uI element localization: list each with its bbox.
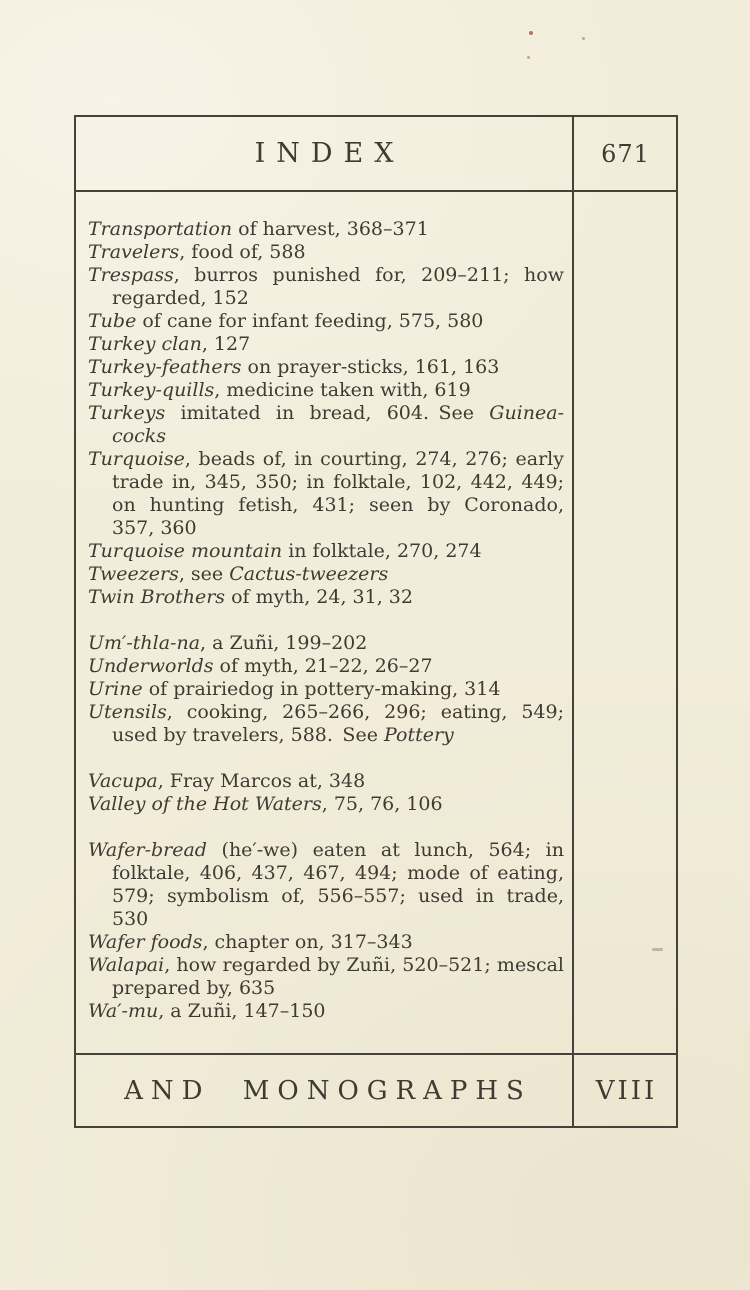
entry-text: in folktale, 270, 274	[282, 540, 482, 562]
entry-text: , Fray Marcos at, 348	[157, 770, 366, 792]
entry-headword: Utensils	[88, 701, 167, 723]
entry-headword: Urine	[88, 678, 143, 700]
entry-headword: Walapai	[88, 954, 165, 976]
entry-text: , cooking, 265–266, 296; eating, 549; used by travelers, 588. See	[112, 701, 564, 746]
index-entry	[88, 839, 564, 931]
index-section-V	[88, 770, 564, 816]
entry-text: of myth, 24, 31, 32	[225, 586, 413, 608]
entry-headword: Turkeys	[88, 402, 166, 424]
index-entry	[88, 448, 564, 540]
page-frame	[74, 115, 678, 1128]
index-entry	[88, 678, 564, 701]
entry-headword: Um′-thla-na	[88, 632, 201, 654]
index-entry	[88, 356, 564, 379]
page-title: INDEX	[254, 138, 405, 169]
index-entry	[88, 241, 564, 264]
index-entry	[88, 701, 564, 747]
page-number: 671	[601, 139, 650, 168]
index-entry	[88, 931, 564, 954]
entry-headword: Transportation	[88, 218, 233, 240]
entry-text: , burros punished for, 209–211; how regarded, 152	[112, 264, 564, 309]
index-entry	[88, 954, 564, 1000]
header-pagenum-cell	[572, 117, 676, 192]
entry-headword: Turkey-quills	[88, 379, 215, 401]
paper-speck	[582, 37, 585, 40]
index-entry	[88, 264, 564, 310]
entry-headword: Twin Brothers	[88, 586, 226, 608]
entry-headword: Underworlds	[88, 655, 214, 677]
entry-headword: Wafer-bread	[88, 839, 207, 861]
index-entry	[88, 655, 564, 678]
index-section-U	[88, 632, 564, 747]
index-entry	[88, 1000, 564, 1023]
stray-pencil-mark	[652, 948, 663, 951]
entry-text: , medicine taken with, 619	[214, 379, 471, 401]
index-entries	[76, 192, 572, 1053]
volume-number: VIII	[595, 1075, 658, 1106]
entry-headword: Valley of the Hot Waters	[88, 793, 322, 815]
index-section-T	[88, 218, 564, 609]
index-entry	[88, 793, 564, 816]
entry-text: on prayer-sticks, 161, 163	[241, 356, 500, 378]
entry-text: , 75, 76, 106	[321, 793, 443, 815]
index-entry	[88, 310, 564, 333]
entry-headword: Wafer foods	[88, 931, 203, 953]
index-entry	[88, 402, 564, 448]
entry-headword: Guinea-cocks	[112, 402, 564, 447]
index-entry	[88, 540, 564, 563]
entry-headword: Turquoise mountain	[88, 540, 283, 562]
entry-headword: Tweezers	[88, 563, 179, 585]
index-entry	[88, 333, 564, 356]
entry-headword: Vacupa	[88, 770, 158, 792]
entry-headword: Cactus-tweezers	[229, 563, 389, 585]
entry-text: , chapter on, 317–343	[202, 931, 413, 953]
paper-speck	[527, 56, 530, 59]
index-entry	[88, 379, 564, 402]
entry-headword: Turquoise	[88, 448, 185, 470]
index-section-W	[88, 839, 564, 1023]
entry-text: , a Zuñi, 147–150	[158, 1000, 326, 1022]
paper-speck-red	[529, 31, 533, 35]
entry-headword: Wa′-mu	[88, 1000, 159, 1022]
index-entry	[88, 632, 564, 655]
entry-headword: Pottery	[383, 724, 454, 746]
entry-headword: Tube	[88, 310, 137, 332]
margin-column	[572, 192, 676, 1053]
entry-text: imitated in bread, 604. See	[165, 402, 490, 424]
entry-text: , food of, 588	[179, 241, 306, 263]
entry-text: of myth, 21–22, 26–27	[213, 655, 433, 677]
entry-text: of prairiedog in pottery-making, 314	[142, 678, 501, 700]
entry-text: of cane for infant feeding, 575, 580	[136, 310, 484, 332]
index-entry	[88, 770, 564, 793]
entry-headword: Turkey-feathers	[88, 356, 242, 378]
index-entry	[88, 586, 564, 609]
entry-text: of harvest, 368–371	[232, 218, 429, 240]
index-entry	[88, 563, 564, 586]
entry-text: , how regarded by Zuñi, 520–521; mescal prepared by, 635	[112, 954, 564, 999]
entry-text: , see	[178, 563, 230, 585]
entry-text: (he′-we) eaten at lunch, 564; in folktale, 406, 437, 467, 494; mode of eating, 579; symbolism of, 556–557; used in trade, 530	[112, 839, 564, 930]
entry-text: , a Zuñi, 199–202	[200, 632, 368, 654]
entry-headword: Turkey clan	[88, 333, 202, 355]
footer-volume-cell	[572, 1053, 676, 1126]
header-title-cell	[76, 117, 572, 192]
entry-headword: Trespass	[88, 264, 174, 286]
entry-headword: Travelers	[88, 241, 180, 263]
entry-text: , beads of, in courting, 274, 276; early trade in, 345, 350; in folktale, 102, 442, 449; on hunting fetish, 431; seen by Coronado, 357, 360	[112, 448, 564, 539]
index-entry	[88, 218, 564, 241]
entry-text: , 127	[201, 333, 251, 355]
footer-series-cell	[76, 1053, 572, 1126]
series-title: AND MONOGRAPHS	[124, 1075, 532, 1106]
